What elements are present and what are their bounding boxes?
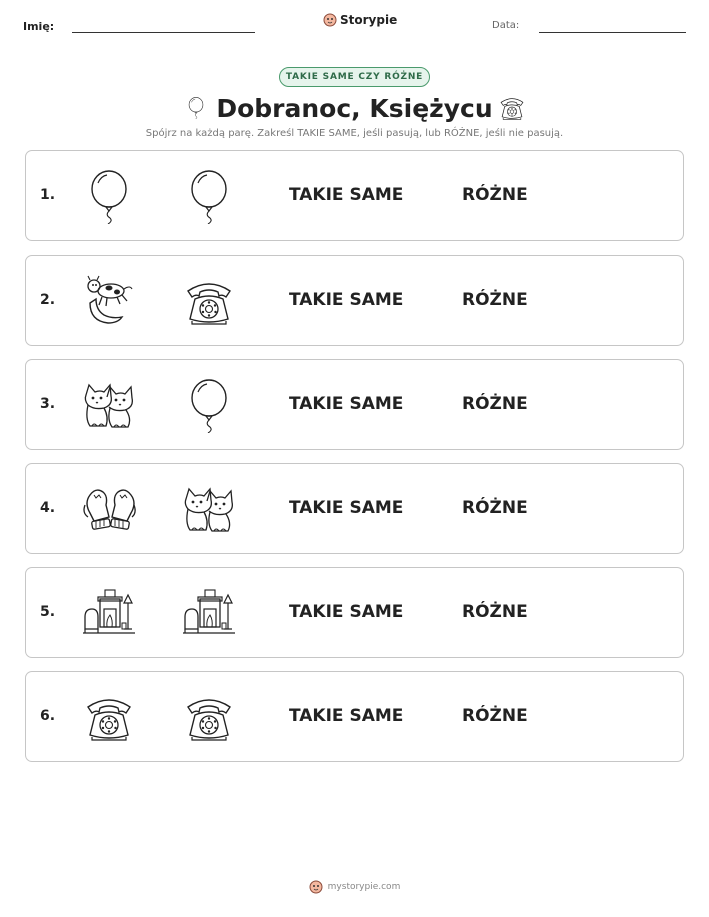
- option-different[interactable]: RÓŻNE: [462, 185, 528, 205]
- list-item: [25, 150, 684, 241]
- option-same[interactable]: TAKIE SAME: [289, 498, 404, 518]
- fireplace-room-icon: [82, 587, 136, 641]
- storypie-logo-icon: [309, 880, 323, 894]
- telephone-icon: [182, 275, 236, 329]
- name-line[interactable]: [72, 32, 255, 33]
- option-different[interactable]: RÓŻNE: [462, 290, 528, 310]
- balloon-icon: [182, 170, 236, 224]
- option-different[interactable]: RÓŻNE: [462, 498, 528, 518]
- option-same[interactable]: TAKIE SAME: [289, 602, 404, 622]
- option-same[interactable]: TAKIE SAME: [289, 290, 404, 310]
- option-different[interactable]: RÓŻNE: [462, 602, 528, 622]
- balloon-icon: [82, 170, 136, 224]
- brand: [323, 13, 397, 27]
- list-item: [25, 359, 684, 450]
- balloon-icon: [182, 379, 236, 433]
- telephone-icon: [82, 691, 136, 745]
- mittens-icon: [82, 483, 136, 537]
- worksheet-badge: TAKIE SAME CZY RÓŻNE: [279, 67, 430, 87]
- footer-url: mystorypie.com: [327, 882, 401, 892]
- option-different[interactable]: RÓŻNE: [462, 394, 528, 414]
- kittens-icon: [182, 483, 236, 537]
- list-item: [25, 463, 684, 554]
- telephone-icon: [182, 691, 236, 745]
- list-item: [25, 567, 684, 658]
- item-number: 1.: [40, 187, 56, 203]
- telephone-icon: [498, 94, 526, 122]
- balloon-icon: [185, 93, 207, 123]
- title-row: [0, 92, 709, 126]
- footer: [0, 880, 709, 894]
- brand-name: Storypie: [340, 13, 398, 27]
- list-item: [25, 255, 684, 346]
- storypie-logo-icon: [323, 13, 337, 27]
- option-same[interactable]: TAKIE SAME: [289, 394, 404, 414]
- date-label: Data:: [492, 20, 520, 31]
- list-item: [25, 671, 684, 762]
- cow-jumping-over-moon-icon: [82, 275, 136, 329]
- item-number: 2.: [40, 292, 56, 308]
- item-number: 3.: [40, 396, 56, 412]
- item-number: 4.: [40, 500, 56, 516]
- item-number: 6.: [40, 708, 56, 724]
- option-same[interactable]: TAKIE SAME: [289, 185, 404, 205]
- date-line[interactable]: [539, 32, 686, 33]
- fireplace-room-icon: [182, 587, 236, 641]
- kittens-icon: [82, 379, 136, 433]
- name-label: Imię:: [23, 20, 55, 33]
- option-different[interactable]: RÓŻNE: [462, 706, 528, 726]
- instructions: Spójrz na każdą parę. Zakreśl TAKIE SAME, jeśli pasują, lub RÓŻNE, jeśli nie pasują.: [145, 128, 564, 139]
- item-number: 5.: [40, 604, 56, 620]
- page-title: Dobranoc, Księżycu: [216, 94, 493, 123]
- option-same[interactable]: TAKIE SAME: [289, 706, 404, 726]
- header: [0, 0, 709, 50]
